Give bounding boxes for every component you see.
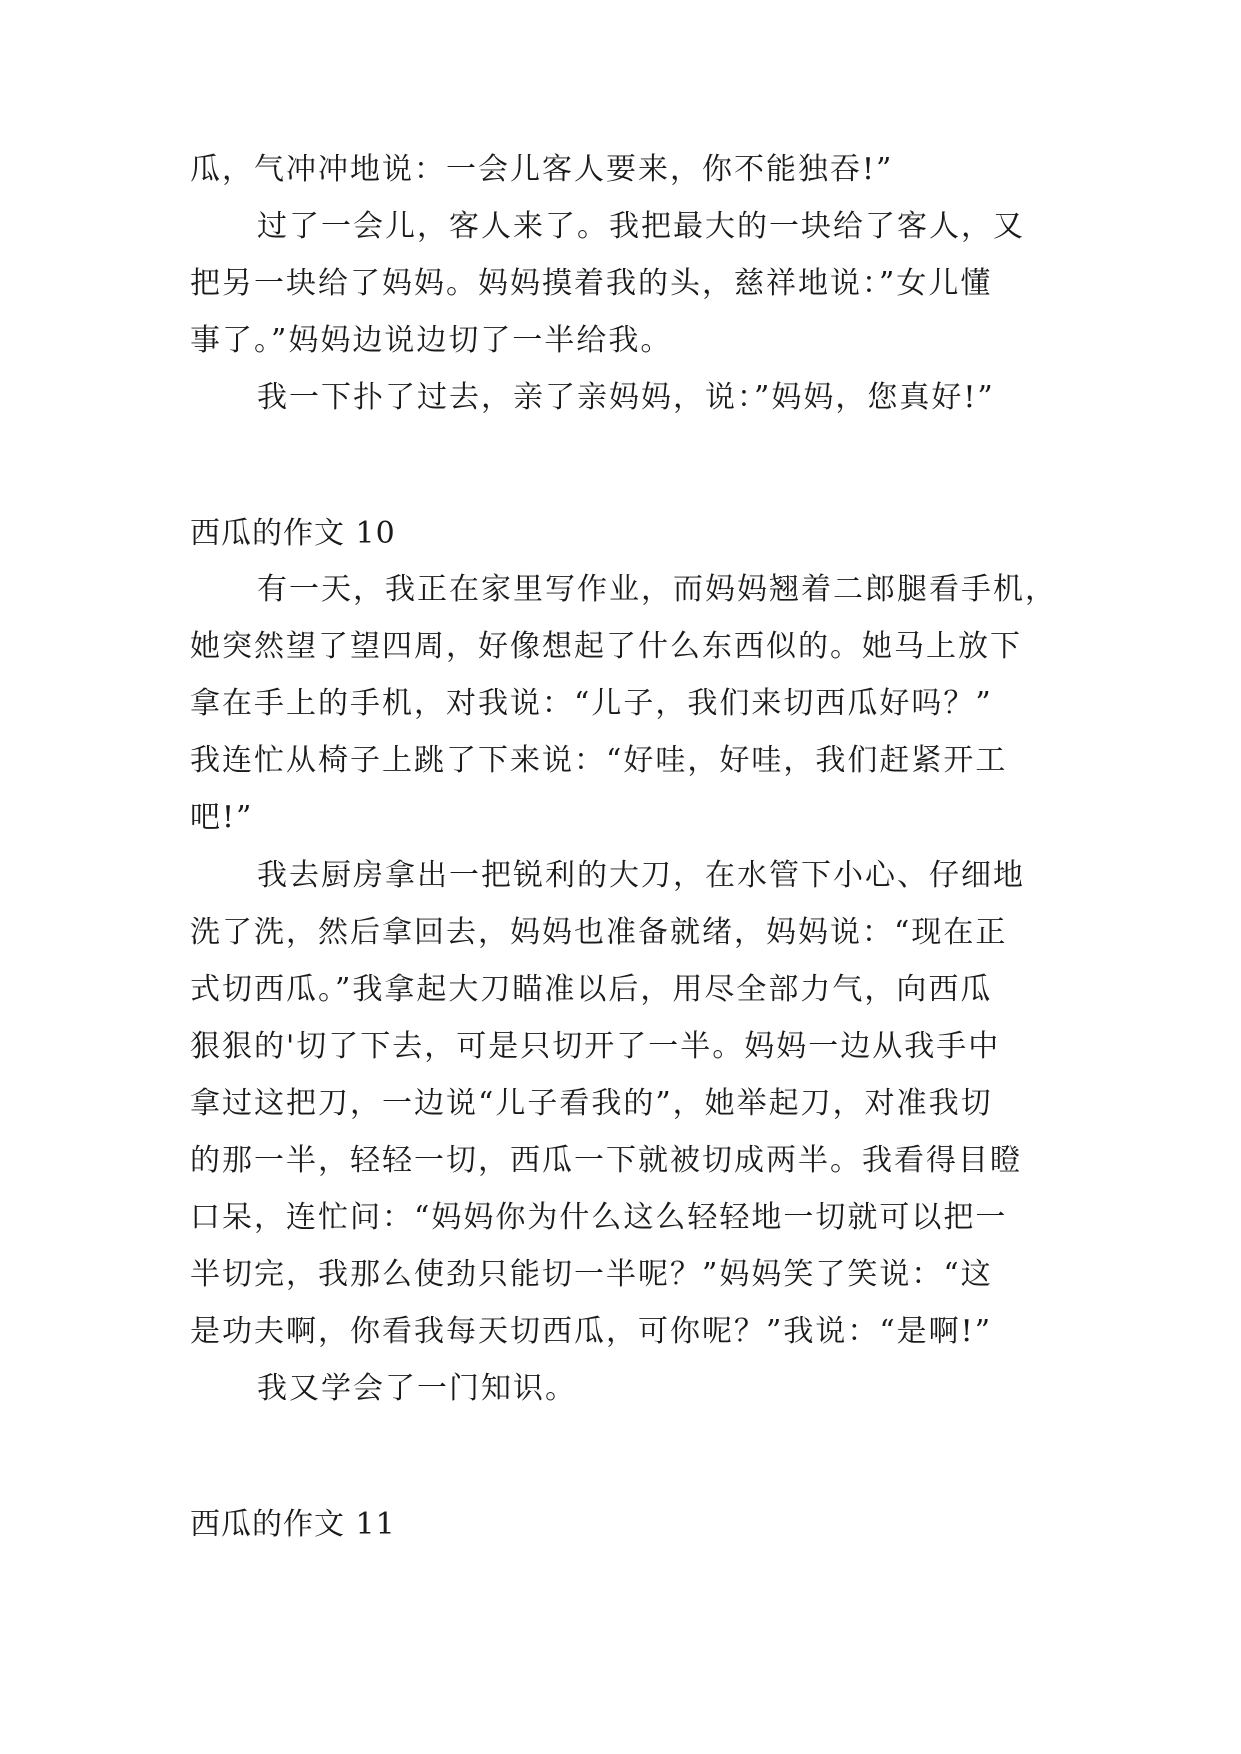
text-line: 她突然望了望四周，好像想起了什么东西似的。她马上放下	[190, 629, 1022, 664]
paragraph-start-line: 我一下扑了过去，亲了亲妈妈，说：”妈妈，您真好!”	[257, 380, 995, 415]
paragraph-start-line: 我又学会了一门知识。	[257, 1371, 577, 1406]
text-line: 把另一块给了妈妈。妈妈摸着我的头，慈祥地说：”女儿懂	[190, 266, 993, 301]
text-line: 口呆，连忙问：“妈妈你为什么这么轻轻地一切就可以把一	[190, 1200, 1008, 1235]
paragraph-start-line: 过了一会儿，客人来了。我把最大的一块给了客人，又	[257, 209, 1025, 244]
text-line: 式切西瓜。”我拿起大刀瞄准以后，用尽全部力气，向西瓜	[190, 972, 993, 1007]
text-line: 吧!”	[190, 800, 254, 835]
paragraph-start-line: 有一天，我正在家里写作业，而妈妈翘着二郎腿看手机，	[257, 572, 1057, 607]
section-heading: 西瓜的作文 10	[190, 516, 396, 551]
text-line: 半切完，我那么使劲只能切一半呢？”妈妈笑了笑说：“这	[190, 1257, 993, 1292]
text-line: 的那一半，轻轻一切，西瓜一下就被切成两半。我看得目瞪	[190, 1143, 1022, 1178]
section-heading: 西瓜的作文 11	[190, 1507, 396, 1542]
text-line: 狠狠的'切了下去，可是只切开了一半。妈妈一边从我手中	[190, 1029, 1001, 1064]
text-line: 事了。”妈妈边说边切了一半给我。	[190, 323, 673, 358]
paragraph-start-line: 我去厨房拿出一把锐利的大刀，在水管下小心、仔细地	[257, 858, 1025, 893]
text-line: 瓜，气冲冲地说：一会儿客人要来，你不能独吞!”	[190, 152, 894, 187]
text-line: 洗了洗，然后拿回去，妈妈也准备就绪，妈妈说：“现在正	[190, 915, 1008, 950]
text-line: 拿在手上的手机，对我说：“儿子，我们来切西瓜好吗？”	[190, 686, 993, 721]
text-line: 是功夫啊，你看我每天切西瓜，可你呢？”我说：“是啊!”	[190, 1314, 993, 1349]
text-line: 我连忙从椅子上跳了下来说：“好哇，好哇，我们赶紧开工	[190, 743, 1008, 778]
text-line: 拿过这把刀，一边说“儿子看我的”，她举起刀，对准我切	[190, 1086, 993, 1121]
